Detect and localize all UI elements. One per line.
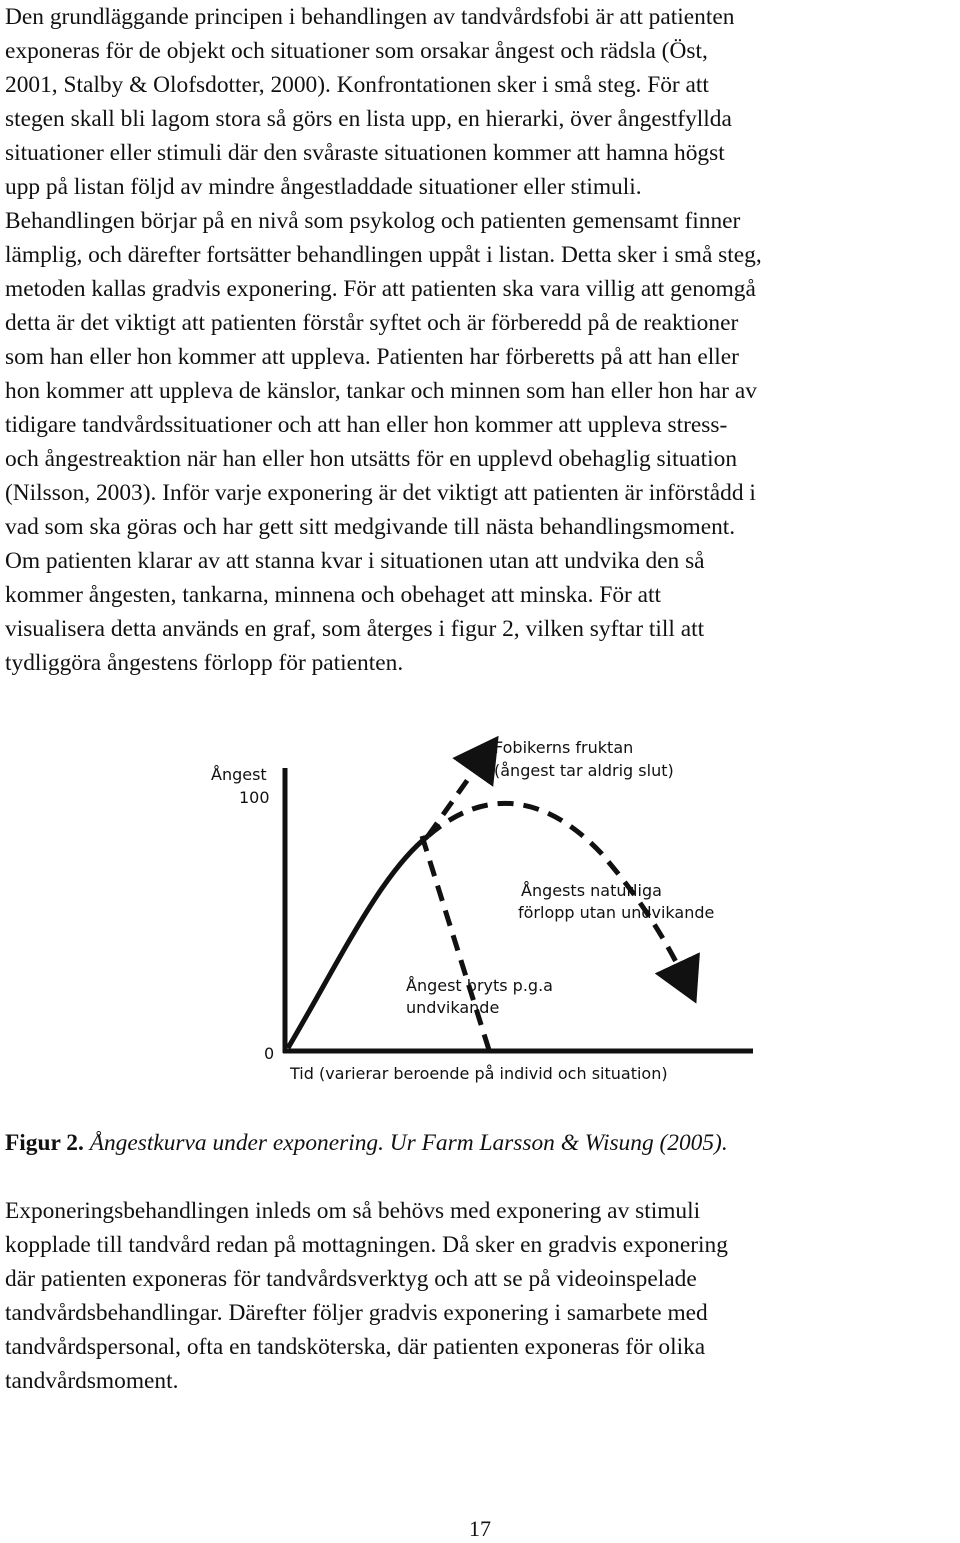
text-line: exponeras för de objekt och situationer som orsakar ångest och rädsla (Öst, [5, 38, 708, 64]
text-line: hon kommer att uppleva de känslor, tankar och minnen som han eller hon har av [5, 378, 757, 404]
body-paragraph-2 [5, 1194, 953, 1398]
body-paragraph-1 [5, 0, 953, 680]
phobic-fear-label: Fobikerns fruktan [494, 738, 634, 757]
text-line: (Nilsson, 2003). Inför varje exponering är det viktigt att patienten är införstådd i [5, 480, 756, 506]
text-line: tydliggöra ångestens förlopp för patienten. [5, 650, 404, 676]
figure-caption-label: Figur 2. [5, 1130, 84, 1156]
avoidance-label: Ångest bryts p.g.a [406, 976, 553, 995]
text-line: tidigare tandvårdssituationer och att han eller hon kommer att uppleva stress- [5, 412, 728, 438]
text-line: upp på listan följd av mindre ångestladdade situationer eller stimuli. [5, 174, 642, 200]
text-line: visualisera detta används en graf, som återges i figur 2, vilken syftar till att [5, 616, 705, 642]
avoidance-sublabel: undvikande [406, 998, 500, 1017]
anxiety-curve-figure [206, 728, 758, 1098]
text-line: Om patienten klarar av att stanna kvar i situationen utan att undvika den så [5, 548, 705, 574]
text-line: tandvårdsbehandlingar. Därefter följer gradvis exponering i samarbete med [5, 1300, 708, 1326]
anxiety-curve-diagram [206, 728, 758, 1098]
text-line: kopplade till tandvård redan på mottagningen. Då sker en gradvis exponering [5, 1232, 728, 1258]
text-line: som han eller hon kommer att uppleva. Patienten har förberetts på att han eller [5, 344, 739, 370]
text-line: metoden kallas gradvis exponering. För att patienten ska vara villig att genomgå [5, 276, 756, 302]
origin-label: 0 [264, 1044, 275, 1063]
text-line: tandvårdsmoment. [5, 1368, 179, 1394]
y-axis-label: Ångest [211, 765, 267, 784]
text-line: Den grundläggande principen i behandlingen av tandvårdsfobi är att patienten [5, 4, 735, 30]
text-line: tandvårdspersonal, ofta en tandsköterska, där patienten exponeras för olika [5, 1334, 706, 1360]
phobic-fear-sublabel: (ångest tar aldrig slut) [494, 761, 674, 780]
text-line: där patienten exponeras för tandvårdsverktyg och att se på videoinspelade [5, 1266, 697, 1292]
text-line: lämplig, och därefter fortsätter behandlingen uppåt i listan. Detta sker i små steg, [5, 242, 762, 268]
text-line: och ångestreaktion när han eller hon utsätts för en upplevd obehaglig situation [5, 446, 738, 472]
y-axis-max-label: 100 [239, 788, 270, 807]
x-axis-label: Tid (varierar beroende på individ och situation) [290, 1064, 668, 1083]
figure-caption [5, 1126, 728, 1160]
text-line: vad som ska göras och har gett sitt medgivande till nästa behandlingsmoment. [5, 514, 736, 540]
text-line: 2001, Stalby & Olofsdotter, 2000). Konfrontationen sker i små steg. För att [5, 72, 709, 98]
text-line: Exponeringsbehandlingen inleds om så behövs med exponering av stimuli [5, 1198, 701, 1224]
text-line: Behandlingen börjar på en nivå som psykolog och patienten gemensamt finner [5, 208, 741, 234]
avoidance-dashed-line [422, 836, 489, 1050]
figure-caption-text: Ångestkurva under exponering. Ur Farm Larsson & Wisung (2005). [83, 1130, 728, 1156]
phobic-fear-dashed-line [428, 748, 490, 836]
text-line: stegen skall bli lagom stora så görs en lista upp, en hierarki, över ångestfyllda [5, 106, 732, 132]
text-line: detta är det viktigt att patienten förstår syftet och är förberedd på de reaktioner [5, 310, 739, 336]
text-line: kommer ångesten, tankarna, minnena och obehaget att minska. För att [5, 582, 662, 608]
natural-course-sublabel: förlopp utan undvikande [518, 903, 715, 922]
text-line: situationer eller stimuli där den svåraste situationen kommer att hamna högst [5, 140, 725, 166]
page-number: 17 [469, 1516, 491, 1541]
natural-course-label: Ångests naturliga [521, 881, 662, 900]
